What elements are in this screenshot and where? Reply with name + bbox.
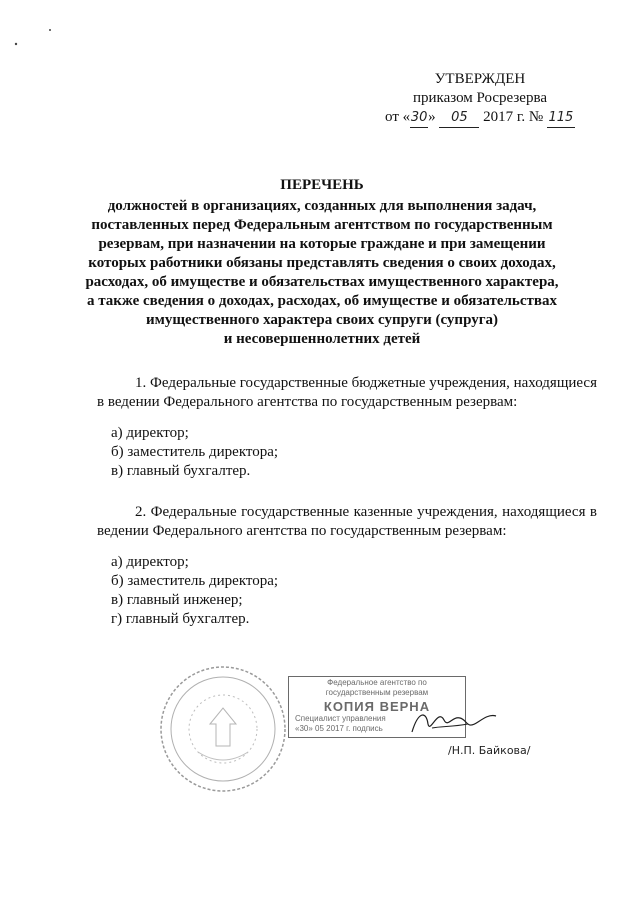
approval-date-line (370, 108, 590, 128)
list-item: в) главный бухгалтер. (111, 463, 251, 479)
section-1-list (111, 424, 597, 481)
list-item: б) заместитель директора; (111, 444, 279, 460)
heading-line: и несовершеннолетних детей (223, 331, 421, 347)
heading-line: имущественного характера своих супруги (супруга) (145, 312, 499, 328)
approval-order-line: приказом Росрезерва (412, 90, 548, 106)
heading-line: должностей в организациях, созданных для выполнения задач, (107, 198, 537, 214)
heading-line: а также сведения о доходах, расходах, об имуществе и обязательствах (86, 293, 557, 309)
list-item: в) главный инженер; (111, 592, 243, 608)
document-heading (60, 176, 584, 349)
official-seal-icon (158, 664, 288, 794)
heading-line: поставленных перед Федеральным агентством по государственным (91, 217, 553, 233)
section-1-paragraph: 1. Федеральные государственные бюджетные учреждения, находящиеся в ведении Федерального агентства по государственным резервам: (97, 375, 597, 410)
date-month: 05 (439, 108, 479, 128)
signer-name: /Н.П. Байкова/ (448, 744, 531, 757)
document-body (97, 374, 597, 629)
list-item: а) директор; (111, 554, 189, 570)
scan-specks (0, 0, 100, 60)
heading-line: расходах, об имуществе и обязательствах имущественного характера, (85, 274, 559, 290)
section-2-paragraph: 2. Федеральные государственные казенные учреждения, находящиеся в ведении Федерального агентства по государственным резервам: (97, 504, 597, 539)
approval-title: УТВЕРЖДЕН (434, 71, 526, 87)
heading-line: резервам, при назначении на которые граждане и при замещении (98, 236, 546, 252)
heading-title: ПЕРЕЧЕНЬ (280, 177, 364, 193)
stamp-main-text: КОПИЯ ВЕРНА (323, 699, 431, 714)
stamp-date-line: «30» 05 2017 г. подпись (295, 724, 383, 733)
list-item: а) директор; (111, 425, 189, 441)
signature-icon (408, 702, 498, 742)
date-day: 30 (410, 108, 428, 128)
stamp-line-2: государственным резервам (325, 688, 429, 697)
list-item: б) заместитель директора; (111, 573, 279, 589)
list-item: г) главный бухгалтер. (111, 611, 250, 627)
stamp-line-1: Федеральное агентство по (327, 678, 427, 687)
date-mid: » (428, 109, 436, 125)
section-2-list (111, 553, 597, 629)
date-year: 2017 г. № (483, 109, 544, 125)
date-prefix: от « (385, 109, 411, 125)
heading-line: которых работники обязаны представлять сведения о своих доходах, (88, 255, 556, 271)
approval-block (370, 70, 590, 128)
stamp-line-3: Специалист управления (295, 714, 386, 723)
order-number: 115 (547, 108, 575, 128)
